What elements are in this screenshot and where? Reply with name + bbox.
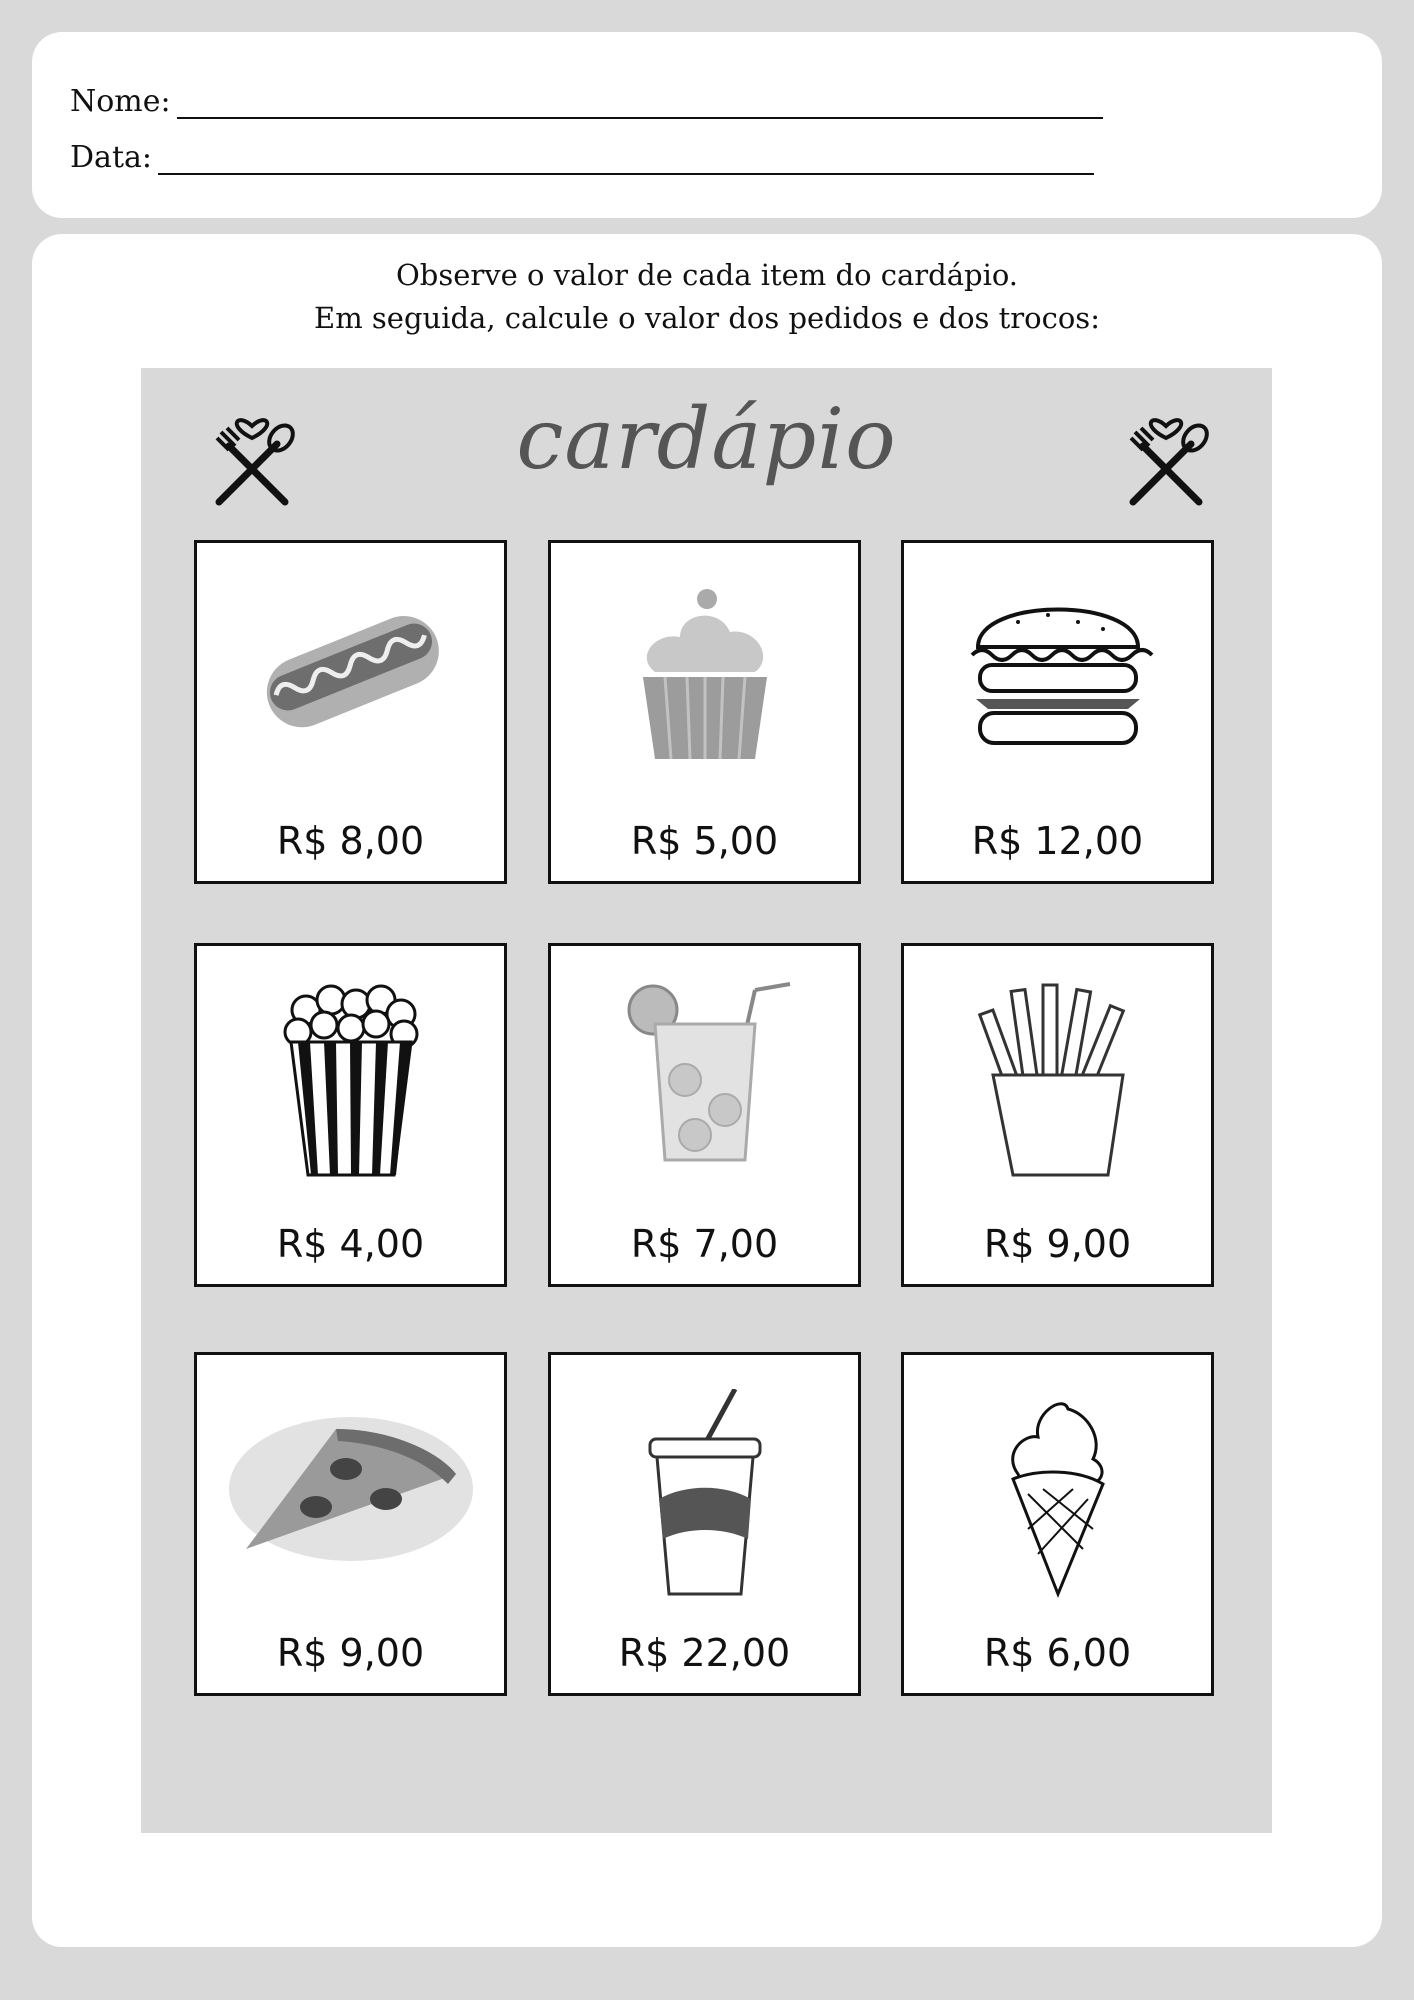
menu-panel bbox=[141, 368, 1272, 1833]
cutlery-heart-icon bbox=[1121, 398, 1211, 508]
menu-item-cupcake bbox=[548, 540, 861, 884]
hamburger-icon bbox=[958, 577, 1158, 757]
item-price: R$ 22,00 bbox=[618, 1631, 791, 1675]
menu-item-pizza bbox=[194, 1352, 507, 1696]
item-price: R$ 4,00 bbox=[276, 1222, 425, 1266]
popcorn-icon bbox=[276, 980, 426, 1180]
item-price: R$ 9,00 bbox=[983, 1222, 1132, 1266]
name-blank-line[interactable] bbox=[177, 87, 1103, 119]
menu-item-soda-cup bbox=[548, 1352, 861, 1696]
menu-item-popcorn bbox=[194, 943, 507, 1287]
item-price: R$ 8,00 bbox=[276, 819, 425, 863]
cupcake-icon bbox=[625, 577, 785, 767]
french-fries-icon bbox=[973, 980, 1143, 1180]
instructions bbox=[32, 254, 1382, 340]
header-card bbox=[32, 32, 1382, 218]
menu-item-hot-dog bbox=[194, 540, 507, 884]
name-label: Nome: bbox=[70, 84, 171, 119]
menu-item-ice-cream bbox=[901, 1352, 1214, 1696]
menu-item-hamburger bbox=[901, 540, 1214, 884]
lemonade-icon bbox=[615, 980, 795, 1180]
date-blank-line[interactable] bbox=[158, 143, 1094, 175]
item-price: R$ 6,00 bbox=[983, 1631, 1132, 1675]
menu-item-french-fries bbox=[901, 943, 1214, 1287]
name-field[interactable] bbox=[70, 84, 1103, 119]
item-price: R$ 5,00 bbox=[630, 819, 779, 863]
hot-dog-icon bbox=[241, 577, 461, 757]
soda-cup-icon bbox=[635, 1389, 775, 1599]
item-price: R$ 7,00 bbox=[630, 1222, 779, 1266]
menu-title: cardápio bbox=[516, 390, 897, 488]
menu-item-lemonade bbox=[548, 943, 861, 1287]
date-field[interactable] bbox=[70, 140, 1094, 175]
item-price: R$ 12,00 bbox=[971, 819, 1144, 863]
pizza-slice-icon bbox=[226, 1389, 476, 1569]
date-label: Data: bbox=[70, 140, 152, 175]
instructions-line-1: Observe o valor de cada item do cardápio. bbox=[395, 258, 1019, 292]
item-price: R$ 9,00 bbox=[276, 1631, 425, 1675]
instructions-line-2: Em seguida, calcule o valor dos pedidos e dos trocos: bbox=[314, 301, 1100, 335]
ice-cream-cone-icon bbox=[993, 1389, 1123, 1599]
